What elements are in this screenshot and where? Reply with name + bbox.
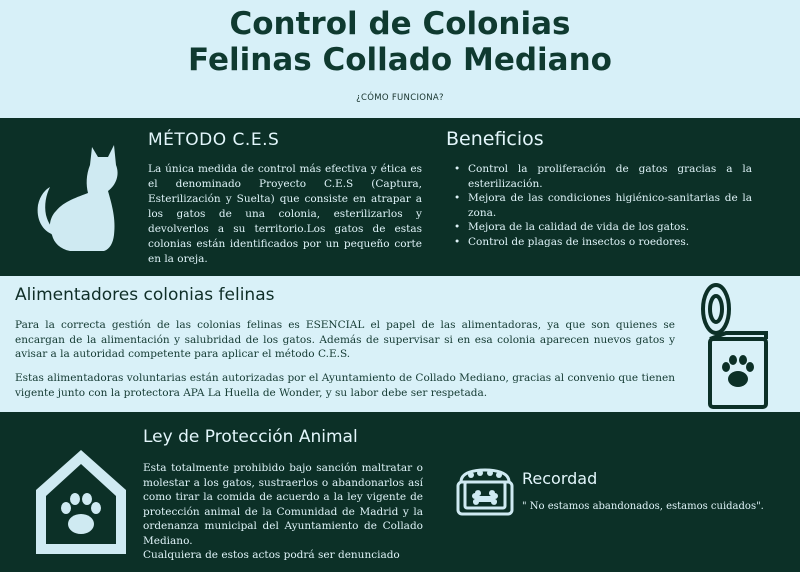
beneficios-list (452, 162, 752, 249)
beneficio-item: • Mejora de la calidad de vida de los gatos. (452, 220, 752, 235)
alimentadores-paragraph-1: Para la correcta gestión de las colonias felinas es ESENCIAL el papel de las alimentadoras, ya que son quienes se encargan de la alimentación y salubridad de los gatos. Además de supervisar si en esa colonia aparecen nuevos gatos y avisar a la autoridad competente para aplicar el método C.E.S. (15, 319, 675, 360)
recordad-quote: " No estamos abandonados, estamos cuidados". (522, 501, 764, 512)
metodo-title: MÉTODO C.E.S (148, 130, 280, 150)
alimentadores-paragraph-2: Estas alimentadoras voluntarias están autorizadas por el Ayuntamiento de Collado Mediano, gracias al convenio que tienen vigente junto con la protectora APA La Huella de Wonder, y su labor debe ser respetada. (15, 372, 675, 399)
alimentadores-title: Alimentadores colonias felinas (15, 285, 275, 305)
ley-text (143, 461, 423, 563)
ley-title: Ley de Protección Animal (143, 427, 358, 447)
header-band (0, 0, 800, 118)
ley-text-main: Esta totalmente prohibido bajo sanción maltratar o molestar a los gatos, sustraerlos o abandonarlos así como tirar la comida de acuerdo a la ley vigente de protección animal de la Comunidad de Madrid y la ordenanza municipal del Ayuntamiento de Collado Mediano. (143, 462, 423, 547)
metodo-text: La única medida de control más efectiva y ética es el denominado Proyecto C.E.S (Captura, Esterilización y Suelta) que consiste en atrapar a los gatos de una colonia, esterilizarlos y devolverlos a su territorio.Los gatos de estas colonias están identificados por un pequeño corte en la oreja. (148, 163, 422, 265)
title-line-1: Control de Colonias (229, 6, 571, 42)
page-subtitle: ¿CÓMO FUNCIONA? (356, 93, 444, 103)
beneficios-title: Beneficios (446, 128, 544, 150)
cat-icon (30, 135, 130, 255)
food-bowl-icon (455, 466, 515, 518)
beneficio-item: • Control de plagas de insectos o roedores. (452, 235, 752, 250)
page-title (0, 6, 800, 78)
beneficio-item: • Control la proliferación de gatos gracias a la esterilización. (452, 162, 752, 191)
ley-text-warning: Cualquiera de estos actos podrá ser denunciado (143, 549, 400, 561)
beneficio-item: • Mejora de las condiciones higiénico-sanitarias de la zona. (452, 191, 752, 220)
title-line-2: Felinas Collado Mediano (188, 42, 612, 78)
cat-food-can-icon (696, 283, 774, 411)
recordad-title: Recordad (522, 469, 598, 488)
pet-house-icon (32, 446, 130, 558)
